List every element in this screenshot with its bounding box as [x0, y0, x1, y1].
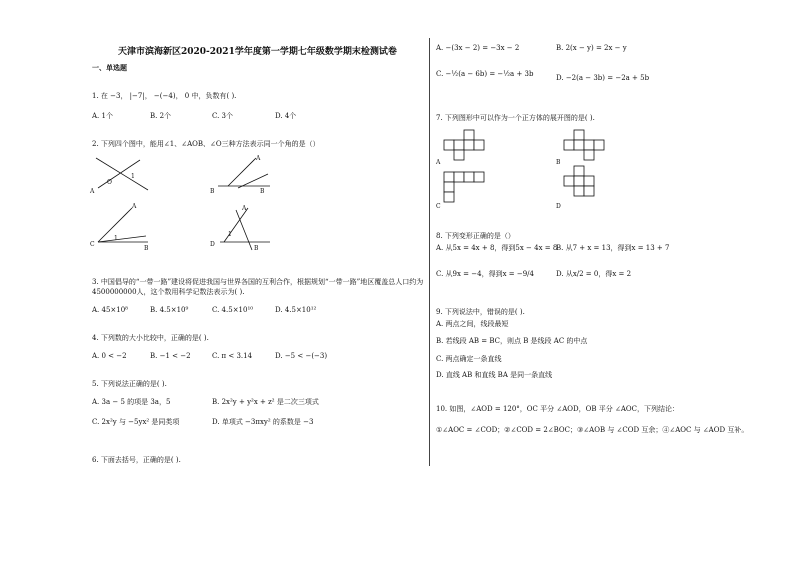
q4-option-c: C. π < 3.14: [212, 352, 253, 360]
q2-figure-a: [88, 152, 158, 198]
q2-c-label-b: B: [144, 245, 149, 252]
q5-stem: 5. 下列说法正确的是( ).: [92, 380, 167, 388]
q8-option-a: A. 从5x = 4x + 8，得到5x − 4x = 8: [436, 244, 558, 252]
q2-a-option: A: [90, 188, 95, 195]
q1-option-b: B. 2个: [150, 112, 172, 120]
q7-b-option: B: [556, 159, 561, 166]
q1-option-a: A. 1个: [92, 112, 113, 120]
page-title: 天津市滨海新区2020-2021学年度第一学期七年级数学期末检测试卷: [118, 47, 397, 57]
q6-option-b: B. 2(x − y) = 2x − y: [556, 44, 627, 52]
q2-d-option: D: [210, 241, 215, 248]
q2-d-label-b: B: [254, 245, 259, 252]
q5-option-d: D. 单项式 −3πxy² 的系数是 −3: [212, 418, 314, 426]
q1-option-d: D. 4个: [275, 112, 297, 120]
q5-option-a: A. 3a − 5 的项是 3a，5: [92, 398, 171, 406]
q2-d-label-a: A: [242, 205, 247, 212]
q3-option-b: B. 4.5×10⁹: [150, 306, 189, 314]
q2-stem: 2. 下列四个图中，能用∠1、∠AOB、∠O三种方法表示同一个角的是（）: [92, 140, 320, 148]
q2-c-option: C: [90, 241, 95, 248]
q2-c-label-one: 1: [114, 235, 118, 242]
q4-stem: 4. 下列数的大小比较中，正确的是( ).: [92, 334, 209, 342]
q10-conclusions: ①∠AOC = ∠COD；②∠COD = 2∠BOC；③∠AOB 与 ∠COD 互余；④∠AOC 与 ∠AOD 互补。: [436, 426, 749, 434]
q8-option-b: B. 从7 + x = 13，得到x = 13 + 7: [556, 244, 670, 252]
q3-option-c: C. 4.5×10¹⁰: [212, 306, 254, 314]
q7-c-option: C: [436, 203, 441, 210]
column-divider: [429, 38, 430, 466]
q10-stem: 10. 如图，∠AOD = 120°，OC 平分 ∠AOD，OB 平分 ∠AOC，下列结论：: [436, 405, 679, 413]
q8-option-d: D. 从x/2 = 0，得x = 2: [556, 270, 632, 278]
q9-option-b: B. 若线段 AB = BC，则点 B 是线段 AC 的中点: [436, 337, 588, 345]
q2-d-label-one: 1: [228, 231, 232, 238]
q2-b-option: B: [210, 188, 215, 195]
q1-stem: 1. 在 −3， |−7|， −(−4)， 0 中，负数有( ).: [92, 92, 237, 100]
q1-option-c: C. 3个: [212, 112, 234, 120]
q6-option-a: A. −(3x − 2) = −3x − 2: [436, 44, 520, 52]
q2-b-label-a: A: [256, 155, 261, 162]
q5-option-c: C. 2x²y 与 −5yx² 是同类项: [92, 418, 180, 426]
q7-stem: 7. 下列图形中可以作为一个正方体的展开图的是( ).: [436, 114, 595, 122]
q9-option-a: A. 两点之间，线段最短: [436, 320, 509, 328]
q7-net-d: [554, 164, 624, 214]
q2-figure-b: [208, 152, 278, 198]
q7-net-a: [434, 128, 504, 172]
q6-option-d: D. −2(a − 3b) = −2a + 5b: [556, 74, 650, 82]
q3-stem-line2: 4500000000人，这个数用科学记数法表示为( ).: [92, 288, 245, 296]
q6-stem: 6. 下面去括号，正确的是( ).: [92, 456, 181, 464]
q9-option-d: D. 直线 AB 和直线 BA 是同一条直线: [436, 371, 553, 379]
q5-option-b: B. 2x²y + y²x + z² 是二次三项式: [212, 398, 319, 406]
q9-option-c: C. 两点确定一条直线: [436, 355, 502, 363]
q3-option-a: A. 45×10⁸: [92, 306, 128, 314]
q7-net-c: [434, 170, 504, 214]
q3-stem-line1: 3. 中国倡导的“一带一路”建设将促进我国与世界各国的互利合作，根据规划“一带一路”地区覆盖总人口约为: [92, 278, 424, 286]
q2-c-label-a: A: [132, 203, 137, 210]
q2-figure-d: [208, 200, 278, 252]
q3-option-d: D. 4.5×10¹²: [275, 306, 317, 314]
q9-stem: 9. 下列说法中，错误的是( ).: [436, 308, 525, 316]
q4-option-a: A. 0 < −2: [92, 352, 127, 360]
q4-option-d: D. −5 < −(−3): [275, 352, 328, 360]
q8-stem: 8. 下列变形正确的是（）: [436, 232, 515, 240]
q2-a-label-o: O: [107, 179, 112, 186]
q7-a-option: A: [436, 159, 441, 166]
q8-option-c: C. 从9x = −4，得到x = −9/4: [436, 270, 534, 278]
section-heading: 一、单选题: [92, 63, 127, 72]
q2-a-label-one: 1: [131, 173, 135, 180]
q6-option-c: C. −½(a − 6b) = −½a + 3b: [436, 70, 534, 78]
q7-d-option: D: [556, 203, 561, 210]
q2-b-label-b: B: [260, 188, 265, 195]
q2-figure-c: [88, 200, 158, 252]
q4-option-b: B. −1 < −2: [150, 352, 191, 360]
